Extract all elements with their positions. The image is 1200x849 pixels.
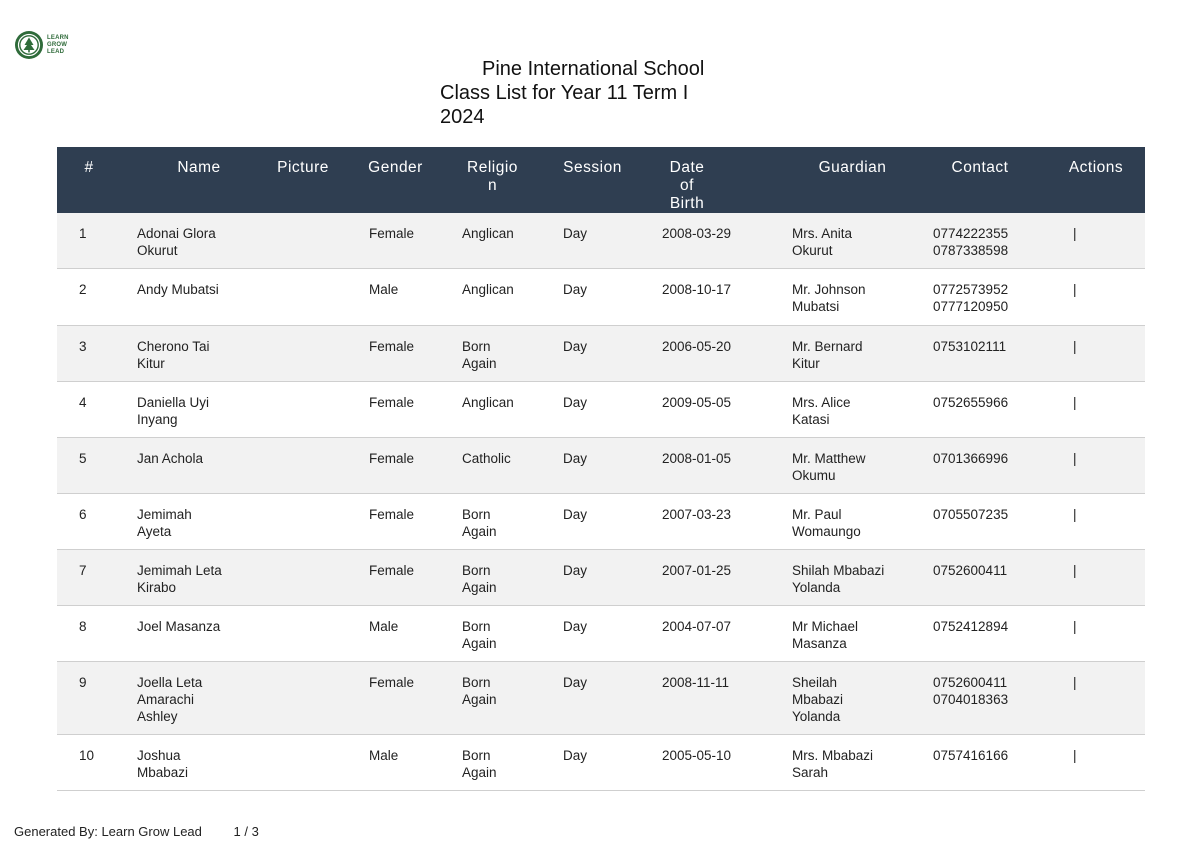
cell-religion-line: Again bbox=[462, 524, 497, 539]
cell-date-of-birth-line: 2009-05-05 bbox=[662, 395, 732, 410]
cell-gender-line: Female bbox=[369, 563, 415, 578]
table-row bbox=[57, 326, 1145, 382]
table-body bbox=[57, 213, 1145, 791]
cell-number-line: 9 bbox=[79, 675, 87, 690]
cell-name-line: Jemimah bbox=[137, 507, 192, 522]
cell-name-line: Mbabazi bbox=[137, 765, 189, 780]
cell-contact bbox=[913, 213, 1047, 268]
cell-number-line: 1 bbox=[79, 226, 87, 241]
cell-religion-line: Anglican bbox=[462, 226, 514, 241]
cell-name-line: Joella Leta bbox=[137, 675, 203, 690]
cell-picture bbox=[257, 550, 349, 605]
cell-religion bbox=[442, 326, 543, 381]
cell-gender bbox=[349, 550, 442, 605]
header-number: # bbox=[84, 159, 94, 176]
cell-session bbox=[543, 213, 642, 268]
cell-gender bbox=[349, 326, 442, 381]
header-religion-line: n bbox=[487, 177, 498, 194]
cell-guardian-line: Womaungo bbox=[792, 524, 861, 539]
cell-contact bbox=[913, 269, 1047, 325]
cell-religion bbox=[442, 550, 543, 605]
table-row bbox=[57, 438, 1145, 494]
cell-actions bbox=[1047, 269, 1145, 325]
cell-date-of-birth-line: 2008-11-11 bbox=[662, 675, 730, 690]
cell-religion-line: Anglican bbox=[462, 395, 514, 410]
cell-religion-line: Born bbox=[462, 675, 491, 690]
cell-date-of-birth bbox=[642, 735, 772, 790]
cell-session-line: Day bbox=[563, 619, 588, 634]
cell-picture bbox=[257, 494, 349, 549]
cell-session-line: Day bbox=[563, 507, 588, 522]
cell-session bbox=[543, 494, 642, 549]
cell-actions bbox=[1047, 438, 1145, 493]
cell-guardian bbox=[772, 326, 913, 381]
cell-guardian bbox=[772, 269, 913, 325]
cell-contact bbox=[913, 438, 1047, 493]
logo-text bbox=[47, 35, 69, 56]
cell-picture bbox=[257, 735, 349, 790]
cell-session bbox=[543, 550, 642, 605]
cell-name-line: Inyang bbox=[137, 412, 178, 427]
cell-contact-line: 0777120950 bbox=[933, 299, 1009, 314]
cell-date-of-birth-line: 2004-07-07 bbox=[662, 619, 732, 634]
cell-actions bbox=[1047, 735, 1145, 790]
cell-date-of-birth bbox=[642, 326, 772, 381]
cell-gender-line: Female bbox=[369, 395, 415, 410]
header-guardian: Guardian bbox=[818, 159, 887, 176]
cell-contact bbox=[913, 382, 1047, 437]
cell-date-of-birth bbox=[642, 213, 772, 268]
school-logo bbox=[14, 30, 69, 60]
header-name: Name bbox=[177, 159, 221, 176]
cell-name-line: Kirabo bbox=[137, 580, 177, 595]
cell-religion bbox=[442, 662, 543, 734]
cell-number bbox=[57, 438, 121, 493]
cell-actions bbox=[1047, 606, 1145, 661]
cell-name-line: Okurut bbox=[137, 243, 178, 258]
table-row bbox=[57, 606, 1145, 662]
cell-date-of-birth bbox=[642, 269, 772, 325]
class-list-table bbox=[57, 147, 1145, 791]
cell-picture bbox=[257, 438, 349, 493]
cell-number bbox=[57, 382, 121, 437]
logo-text-line: LEARN bbox=[47, 34, 69, 41]
table-row bbox=[57, 494, 1145, 550]
school-name: Pine International School bbox=[482, 58, 705, 80]
cell-actions-line: | bbox=[1073, 395, 1077, 410]
header-religion bbox=[442, 147, 543, 213]
cell-gender-line: Female bbox=[369, 339, 415, 354]
cell-guardian-line: Katasi bbox=[792, 412, 830, 427]
cell-number-line: 10 bbox=[79, 748, 95, 763]
cell-actions bbox=[1047, 494, 1145, 549]
cell-name-line: Jemimah Leta bbox=[137, 563, 222, 578]
logo-text-line: GROW bbox=[47, 41, 68, 48]
cell-date-of-birth bbox=[642, 382, 772, 437]
cell-session-line: Day bbox=[563, 395, 588, 410]
cell-contact-line: 0772573952 bbox=[933, 282, 1009, 297]
cell-guardian-line: Sheilah bbox=[792, 675, 838, 690]
cell-guardian-line: Mr. Paul bbox=[792, 507, 842, 522]
cell-picture bbox=[257, 606, 349, 661]
cell-session bbox=[543, 326, 642, 381]
cell-guardian-line: Mbabazi bbox=[792, 692, 844, 707]
cell-religion-line: Anglican bbox=[462, 282, 514, 297]
cell-date-of-birth-line: 2006-05-20 bbox=[662, 339, 732, 354]
cell-actions-line: | bbox=[1073, 507, 1077, 522]
cell-guardian-line: Yolanda bbox=[792, 580, 841, 595]
cell-actions-line: | bbox=[1073, 619, 1077, 634]
cell-number bbox=[57, 213, 121, 268]
cell-religion bbox=[442, 735, 543, 790]
cell-actions-line: | bbox=[1073, 226, 1077, 241]
cell-guardian bbox=[772, 382, 913, 437]
cell-number-line: 3 bbox=[79, 339, 87, 354]
cell-actions-line: | bbox=[1073, 563, 1077, 578]
cell-guardian-line: Mr Michael bbox=[792, 619, 859, 634]
page-footer bbox=[14, 824, 259, 839]
tree-seal-icon bbox=[14, 30, 44, 60]
cell-guardian-line: Mrs. Alice bbox=[792, 395, 851, 410]
cell-date-of-birth-line: 2007-01-25 bbox=[662, 563, 732, 578]
cell-session-line: Day bbox=[563, 451, 588, 466]
cell-name-line: Joel Masanza bbox=[137, 619, 221, 634]
cell-name-line: Cherono Tai bbox=[137, 339, 210, 354]
cell-name bbox=[121, 662, 257, 734]
header-religion-line: Religio bbox=[467, 159, 518, 176]
cell-actions bbox=[1047, 550, 1145, 605]
cell-religion bbox=[442, 382, 543, 437]
cell-contact bbox=[913, 662, 1047, 734]
cell-contact-line: 0752412894 bbox=[933, 619, 1009, 634]
cell-session-line: Day bbox=[563, 226, 588, 241]
cell-gender-line: Male bbox=[369, 748, 399, 763]
cell-religion bbox=[442, 494, 543, 549]
cell-actions-line: | bbox=[1073, 339, 1077, 354]
header-dob-line: of bbox=[680, 177, 694, 194]
cell-contact-line: 0752655966 bbox=[933, 395, 1009, 410]
table-row bbox=[57, 735, 1145, 791]
cell-religion-line: Born bbox=[462, 563, 491, 578]
cell-actions bbox=[1047, 326, 1145, 381]
cell-guardian bbox=[772, 213, 913, 268]
cell-guardian-line: Shilah Mbabazi bbox=[792, 563, 885, 578]
cell-religion bbox=[442, 438, 543, 493]
cell-guardian bbox=[772, 606, 913, 661]
cell-name bbox=[121, 382, 257, 437]
header-date-of-birth bbox=[642, 147, 772, 213]
cell-actions-line: | bbox=[1073, 451, 1077, 466]
cell-number-line: 8 bbox=[79, 619, 87, 634]
header-session: Session bbox=[563, 159, 622, 176]
cell-guardian-line: Kitur bbox=[792, 356, 820, 371]
table-row bbox=[57, 382, 1145, 438]
cell-number bbox=[57, 494, 121, 549]
cell-session bbox=[543, 662, 642, 734]
cell-gender-line: Female bbox=[369, 226, 415, 241]
header-picture: Picture bbox=[277, 159, 329, 176]
cell-picture bbox=[257, 213, 349, 268]
table-row bbox=[57, 662, 1145, 735]
cell-gender-line: Male bbox=[369, 282, 399, 297]
cell-guardian-line: Mubatsi bbox=[792, 299, 840, 314]
cell-session bbox=[543, 269, 642, 325]
cell-name-line: Ashley bbox=[137, 709, 178, 724]
cell-number-line: 7 bbox=[79, 563, 87, 578]
header-gender: Gender bbox=[368, 159, 423, 176]
cell-actions bbox=[1047, 662, 1145, 734]
cell-date-of-birth bbox=[642, 494, 772, 549]
cell-religion bbox=[442, 269, 543, 325]
cell-date-of-birth bbox=[642, 438, 772, 493]
cell-contact-line: 0701366996 bbox=[933, 451, 1009, 466]
table-row bbox=[57, 550, 1145, 606]
cell-guardian bbox=[772, 735, 913, 790]
page-number: 1 / 3 bbox=[233, 824, 259, 839]
cell-picture bbox=[257, 269, 349, 325]
cell-number bbox=[57, 550, 121, 605]
cell-religion bbox=[442, 606, 543, 661]
cell-number-line: 2 bbox=[79, 282, 87, 297]
table-row bbox=[57, 213, 1145, 269]
cell-date-of-birth bbox=[642, 662, 772, 734]
cell-actions bbox=[1047, 382, 1145, 437]
cell-guardian-line: Masanza bbox=[792, 636, 847, 651]
header-contact: Contact bbox=[951, 159, 1009, 176]
cell-actions-line: | bbox=[1073, 748, 1077, 763]
cell-session bbox=[543, 606, 642, 661]
cell-contact-line: 0787338598 bbox=[933, 243, 1009, 258]
header-dob-line: Date bbox=[669, 159, 705, 176]
cell-name bbox=[121, 606, 257, 661]
cell-gender-line: Male bbox=[369, 619, 399, 634]
cell-number-line: 6 bbox=[79, 507, 87, 522]
cell-religion-line: Again bbox=[462, 356, 497, 371]
cell-gender bbox=[349, 662, 442, 734]
cell-guardian bbox=[772, 662, 913, 734]
cell-session-line: Day bbox=[563, 748, 588, 763]
cell-contact-line: 0753102111 bbox=[933, 339, 1007, 354]
cell-name bbox=[121, 494, 257, 549]
cell-gender bbox=[349, 494, 442, 549]
cell-guardian-line: Sarah bbox=[792, 765, 829, 780]
cell-number-line: 5 bbox=[79, 451, 87, 466]
cell-guardian-line: Mr. Johnson bbox=[792, 282, 866, 297]
cell-name bbox=[121, 735, 257, 790]
cell-guardian-line: Mrs. Anita bbox=[792, 226, 853, 241]
table-row bbox=[57, 269, 1145, 326]
cell-actions bbox=[1047, 213, 1145, 268]
cell-name-line: Kitur bbox=[137, 356, 165, 371]
cell-session-line: Day bbox=[563, 339, 588, 354]
cell-number bbox=[57, 326, 121, 381]
cell-guardian-line: Mrs. Mbabazi bbox=[792, 748, 874, 763]
cell-contact bbox=[913, 326, 1047, 381]
cell-contact bbox=[913, 606, 1047, 661]
cell-religion-line: Again bbox=[462, 765, 497, 780]
cell-guardian bbox=[772, 550, 913, 605]
cell-date-of-birth-line: 2008-03-29 bbox=[662, 226, 732, 241]
document-title bbox=[440, 57, 704, 129]
cell-religion-line: Born bbox=[462, 507, 491, 522]
cell-religion-line: Born bbox=[462, 339, 491, 354]
cell-guardian bbox=[772, 494, 913, 549]
cell-gender bbox=[349, 606, 442, 661]
cell-session-line: Day bbox=[563, 282, 588, 297]
cell-contact-line: 0757416166 bbox=[933, 748, 1009, 763]
cell-date-of-birth-line: 2007-03-23 bbox=[662, 507, 732, 522]
cell-session bbox=[543, 438, 642, 493]
cell-name-line: Jan Achola bbox=[137, 451, 204, 466]
cell-session-line: Day bbox=[563, 563, 588, 578]
cell-religion-line: Again bbox=[462, 636, 497, 651]
cell-session-line: Day bbox=[563, 675, 588, 690]
cell-gender-line: Female bbox=[369, 675, 415, 690]
logo-text-line: LEAD bbox=[47, 48, 65, 55]
cell-contact bbox=[913, 735, 1047, 790]
cell-gender-line: Female bbox=[369, 507, 415, 522]
cell-religion-line: Catholic bbox=[462, 451, 511, 466]
cell-date-of-birth-line: 2008-10-17 bbox=[662, 282, 732, 297]
cell-guardian-line: Mr. Bernard bbox=[792, 339, 863, 354]
cell-gender bbox=[349, 269, 442, 325]
cell-date-of-birth bbox=[642, 606, 772, 661]
cell-name bbox=[121, 213, 257, 268]
cell-name-line: Joshua bbox=[137, 748, 181, 763]
header-actions: Actions bbox=[1068, 159, 1124, 176]
cell-name bbox=[121, 438, 257, 493]
cell-session bbox=[543, 735, 642, 790]
cell-guardian-line: Okurut bbox=[792, 243, 833, 258]
cell-number bbox=[57, 269, 121, 325]
cell-name-line: Adonai Glora bbox=[137, 226, 216, 241]
cell-date-of-birth-line: 2005-05-10 bbox=[662, 748, 732, 763]
cell-gender bbox=[349, 382, 442, 437]
header-dob-line: Birth bbox=[669, 195, 705, 212]
cell-picture bbox=[257, 326, 349, 381]
cell-gender bbox=[349, 213, 442, 268]
cell-name-line: Daniella Uyi bbox=[137, 395, 210, 410]
cell-number bbox=[57, 662, 121, 734]
cell-date-of-birth-line: 2008-01-05 bbox=[662, 451, 732, 466]
cell-name-line: Amarachi bbox=[137, 692, 195, 707]
cell-date-of-birth bbox=[642, 550, 772, 605]
cell-contact-line: 0752600411 bbox=[933, 675, 1008, 690]
cell-contact-line: 0705507235 bbox=[933, 507, 1009, 522]
cell-gender bbox=[349, 438, 442, 493]
class-list-title: Class List for Year 11 Term I bbox=[440, 82, 689, 104]
cell-session bbox=[543, 382, 642, 437]
cell-religion-line: Born bbox=[462, 748, 491, 763]
cell-contact-line: 0704018363 bbox=[933, 692, 1009, 707]
cell-actions-line: | bbox=[1073, 282, 1077, 297]
cell-number-line: 4 bbox=[79, 395, 87, 410]
cell-contact-line: 0752600411 bbox=[933, 563, 1008, 578]
cell-gender-line: Female bbox=[369, 451, 415, 466]
cell-contact-line: 0774222355 bbox=[933, 226, 1009, 241]
cell-contact bbox=[913, 550, 1047, 605]
cell-name-line: Andy Mubatsi bbox=[137, 282, 219, 297]
generated-by-text: Generated By: Learn Grow Lead bbox=[14, 824, 202, 839]
cell-number bbox=[57, 735, 121, 790]
cell-religion-line: Again bbox=[462, 692, 497, 707]
cell-religion bbox=[442, 213, 543, 268]
cell-name-line: Ayeta bbox=[137, 524, 172, 539]
cell-contact bbox=[913, 494, 1047, 549]
cell-guardian-line: Okumu bbox=[792, 468, 836, 483]
cell-guardian bbox=[772, 438, 913, 493]
cell-picture bbox=[257, 382, 349, 437]
year-title: 2024 bbox=[440, 106, 485, 128]
cell-number bbox=[57, 606, 121, 661]
cell-name bbox=[121, 326, 257, 381]
cell-picture bbox=[257, 662, 349, 734]
cell-gender bbox=[349, 735, 442, 790]
cell-actions-line: | bbox=[1073, 675, 1077, 690]
cell-guardian-line: Yolanda bbox=[792, 709, 841, 724]
cell-religion-line: Born bbox=[462, 619, 491, 634]
cell-name bbox=[121, 550, 257, 605]
cell-name bbox=[121, 269, 257, 325]
cell-religion-line: Again bbox=[462, 580, 497, 595]
table-header bbox=[57, 147, 1145, 213]
cell-guardian-line: Mr. Matthew bbox=[792, 451, 866, 466]
